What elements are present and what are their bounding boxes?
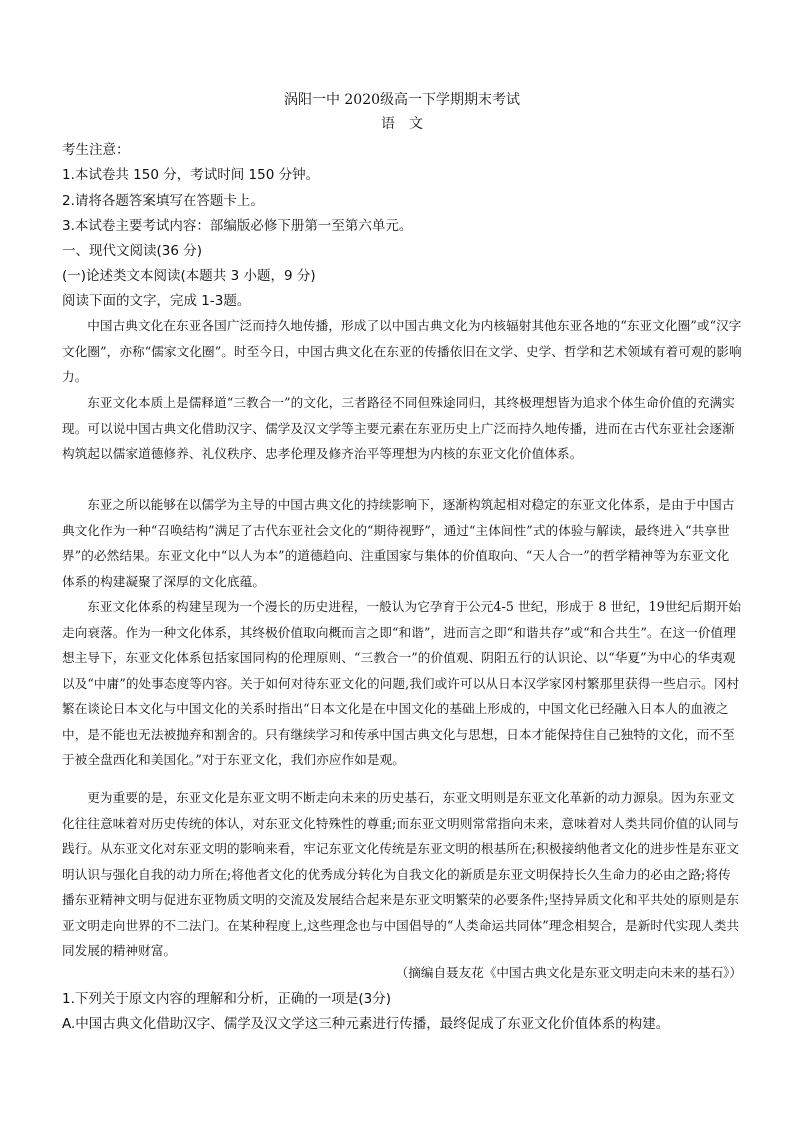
passage-paragraph-2: 东亚文化本质上是儒释道“三教合一”的文化，三者路径不同但殊途同归，其终极理想皆为追求个体生命价值的充满实现。可以说中国古典文化借助汉字、儒学及汉文学等主要元素在东亚历史上广泛而持久地传播，进而在古代东亚社会逐渐构筑起以儒家道德修养、礼仪秩序、忠孝伦理及修齐治平等理想为内核的东亚文化价值体系。 bbox=[62, 395, 735, 461]
notice-item-2: 2.请将各题答案填写在答题卡上。 bbox=[62, 193, 264, 209]
notice-item-3: 3.本试卷主要考试内容：部编版必修下册第一至第六单元。 bbox=[62, 218, 413, 234]
passage-source: （摘编自聂友花《中国古典文化是东亚文明走向未来的基石》） bbox=[395, 965, 742, 980]
reading-instruction: 阅读下面的文字，完成 1-3题。 bbox=[62, 293, 251, 309]
passage-paragraph-3: 东亚之所以能够在以儒学为主导的中国古典文化的持续影响下，逐渐构筑起相对稳定的东亚文化体系，是由于中国古典文化作为一种“召唤结构”满足了古代东亚社会文化的“期待视野”，通过“主体间性”式的体验与解读，最终进入“共享世界”的必然结果。东亚文化中“以人为本”的道德趋向、注重国家与集体的价值取向、“天人合一”的哲学精神等为东亚文化体系的构建凝聚了深厚的文化底蕴。 bbox=[62, 497, 735, 589]
question-1-stem: 1.下列关于原文内容的理解和分析，正确的一项是(3分) bbox=[62, 991, 392, 1007]
notice-item-1: 1.本试卷共 150 分，考试时间 150 分钟。 bbox=[62, 167, 320, 183]
passage-paragraph-4: 东亚文化体系的构建呈现为一个漫长的历史进程，一般认为它孕育于公元4-5 世纪，形成于 8 世纪，19世纪后期开始走向衰落。作为一种文化体系，其终极价值取向概而言之即“和谐”，进而言之即“和谐共存”或“和合共生”。在这一价值理想主导下，东亚文化体系包括家国同构的伦理原则、“三教合一”的价值观、阴阳五行的认识论、以“华夏”为中心的华夷观以及“中庸”的处事态度等内容。关于如何对待东亚文化的问题,我们或许可以从日本汉学家冈村繁那里获得一些启示。冈村繁在谈论日本文化与中国文化的关系时指出“日本文化是在中国文化的基础上形成的，中国文化已经融入日本人的血液之中，是不能也无法被抛弃和割舍的。只有继续学习和传承中国古典文化与思想，日本才能保持住自己独特的文化，而不至于被全盘西化和美国化。”对于东亚文化，我们亦应作如是观。 bbox=[62, 599, 742, 767]
passage-paragraph-5: 更为重要的是，东亚文化是东亚文明不断走向未来的历史基石，东亚文明则是东亚文化革新的动力源泉。因为东亚文化往往意味着对历史传统的体认，对东亚文化特殊性的尊重;而东亚文明则常常指向未来，意味着对人类共同价值的认同与践行。从东亚文化对东亚文明的影响来看，牢记东亚文化传统是东亚文明的根基所在;积极接纳他者文化的进步性是东亚文明认识与强化自我的动力所在;将他者文化的优秀成分转化为自我文化的新质是东亚文明保持长久生命力的必由之路;将传播东亚精神文明与促进东亚物质文明的交流及发展结合起来是东亚文明繁荣的必要条件;坚持异质文化和平共处的原则是东亚文明走向世界的不二法门。在某种程度上,这些理念也与中国倡导的“人类命运共同体”理念相契合，是新时代实现人类共同发展的精神财富。 bbox=[62, 790, 740, 958]
section-heading: 一、现代文阅读(36 分) bbox=[62, 243, 203, 259]
exam-title: 涡阳一中 2020级高一下学期期末考试 bbox=[283, 92, 521, 108]
section-subheading: (一)论述类文本阅读(本题共 3 小题，9 分) bbox=[62, 268, 316, 284]
question-1-option-a: A.中国古典文化借助汉字、儒学及汉文学这三种元素进行传播，最终促成了东亚文化价值体系的构建。 bbox=[62, 1016, 670, 1032]
exam-subject: 语 文 bbox=[381, 116, 423, 132]
exam-page bbox=[62, 0, 742, 1123]
passage-paragraph-1: 中国古典文化在东亚各国广泛而持久地传播，形成了以中国古典文化为内核辐射其他东亚各地的“东亚文化圈”或“汉字文化圈”，亦称“儒家文化圈”。时至今日，中国古典文化在东亚的传播依旧在文学、史学、哲学和艺术领域有着可观的影响力。 bbox=[62, 318, 742, 384]
notice-heading: 考生注意： bbox=[62, 142, 130, 158]
